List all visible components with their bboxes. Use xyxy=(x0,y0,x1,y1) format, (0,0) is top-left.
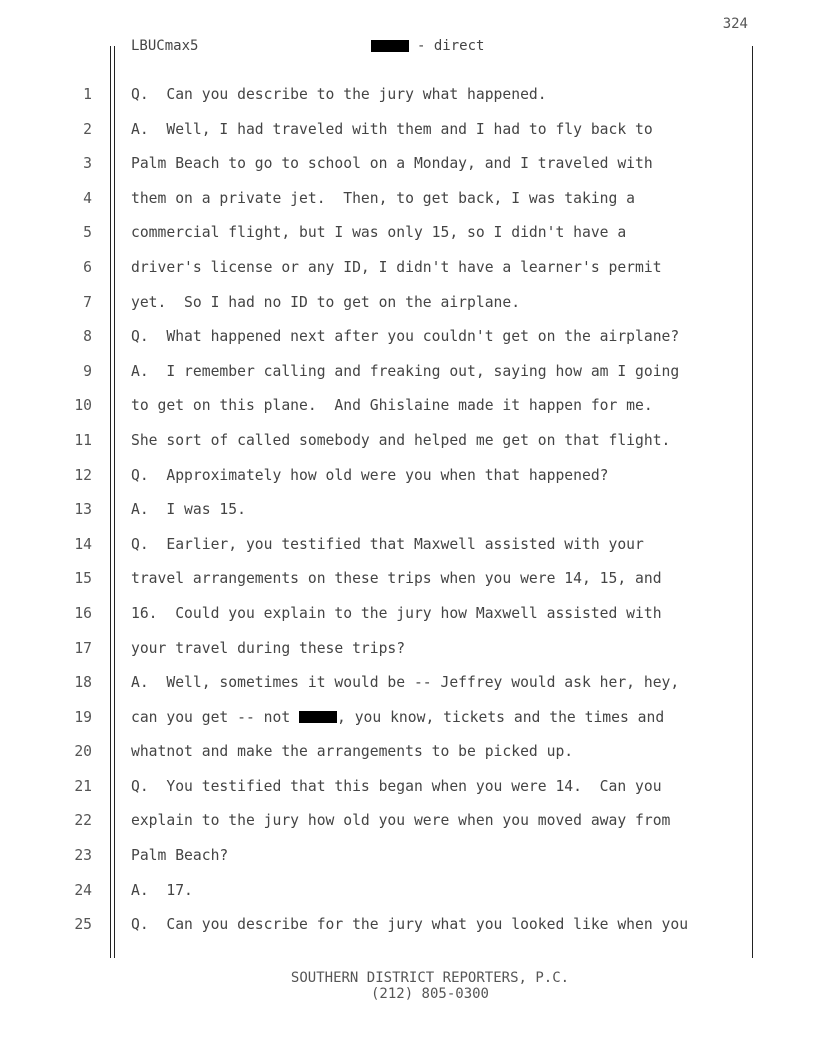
examination-type: - direct xyxy=(417,38,485,54)
line-number: 15 xyxy=(74,570,92,588)
page-number: 324 xyxy=(722,16,748,32)
transcript-body xyxy=(0,78,816,943)
line-number: 19 xyxy=(74,708,92,726)
line-number: 18 xyxy=(74,674,92,692)
transcript-line xyxy=(0,320,816,355)
line-text: them on a private jet. Then, to get back, I was taking a xyxy=(131,189,636,207)
line-number: 3 xyxy=(83,155,92,173)
transcript-line xyxy=(0,424,816,459)
line-number: 7 xyxy=(83,293,92,311)
redaction-bar xyxy=(371,40,409,52)
line-text: Q. Approximately how old were you when that happened? xyxy=(131,466,609,484)
line-number: 2 xyxy=(83,120,92,138)
line-number: 14 xyxy=(74,535,92,553)
transcript-line xyxy=(0,562,816,597)
line-number: 11 xyxy=(74,431,92,449)
line-number: 22 xyxy=(74,812,92,830)
line-number: 24 xyxy=(74,881,92,899)
line-text: travel arrangements on these trips when you were 14, 15, and xyxy=(131,570,662,588)
line-text: Palm Beach? xyxy=(131,847,229,865)
line-text: A. I remember calling and freaking out, saying how am I going xyxy=(131,362,680,380)
line-number: 23 xyxy=(74,847,92,865)
witness-header xyxy=(371,38,484,54)
line-text: whatnot and make the arrangements to be picked up. xyxy=(131,743,574,761)
transcript-line xyxy=(0,147,816,182)
line-number: 10 xyxy=(74,397,92,415)
redaction-bar xyxy=(299,711,337,723)
line-text: Palm Beach to go to school on a Monday, and I traveled with xyxy=(131,155,653,173)
reporter-phone: (212) 805-0300 xyxy=(370,986,489,1002)
transcript-line xyxy=(0,770,816,805)
transcript-line xyxy=(0,528,816,563)
line-text: 16. Could you explain to the jury how Maxwell assisted with xyxy=(131,604,662,622)
transcript-line xyxy=(0,701,816,736)
line-number: 13 xyxy=(74,501,92,519)
transcript-line xyxy=(0,286,816,321)
reporter-footer xyxy=(0,970,816,1002)
transcript-line xyxy=(0,216,816,251)
transcript-line xyxy=(0,78,816,113)
line-number: 6 xyxy=(83,258,92,276)
line-text: A. Well, sometimes it would be -- Jeffrey would ask her, hey, xyxy=(131,674,680,692)
line-number: 1 xyxy=(83,86,92,103)
line-text: commercial flight, but I was only 15, so I didn't have a xyxy=(131,224,627,242)
transcript-line xyxy=(0,804,816,839)
line-number: 8 xyxy=(83,328,92,346)
line-number: 17 xyxy=(74,639,92,657)
transcript-line xyxy=(0,355,816,390)
line-number: 25 xyxy=(74,916,92,934)
line-text: Q. You testified that this began when you were 14. Can you xyxy=(131,777,662,795)
line-text: A. I was 15. xyxy=(131,501,246,519)
transcript-line xyxy=(0,632,816,667)
line-text: to get on this plane. And Ghislaine made it happen for me. xyxy=(131,397,653,415)
transcript-line xyxy=(0,666,816,701)
line-number: 12 xyxy=(74,466,92,484)
line-text: your travel during these trips? xyxy=(131,639,406,657)
line-number: 20 xyxy=(74,743,92,761)
line-text-redacted xyxy=(131,701,664,736)
line-text: Q. Earlier, you testified that Maxwell assisted with your xyxy=(131,535,644,553)
transcript-line xyxy=(0,389,816,424)
line-text: A. Well, I had traveled with them and I had to fly back to xyxy=(131,120,653,138)
transcript-line xyxy=(0,182,816,217)
line-text-after-redaction: , you know, tickets and the times and xyxy=(337,708,665,726)
line-text: driver's license or any ID, I didn't have a learner's permit xyxy=(131,258,662,276)
line-text: Q. Can you describe to the jury what happened. xyxy=(131,86,547,103)
transcript-line xyxy=(0,251,816,286)
transcript-line xyxy=(0,459,816,494)
transcript-line xyxy=(0,113,816,148)
line-text: She sort of called somebody and helped me get on that flight. xyxy=(131,431,671,449)
line-number: 21 xyxy=(74,777,92,795)
line-number: 4 xyxy=(83,189,92,207)
transcript-line xyxy=(0,908,816,943)
line-text: A. 17. xyxy=(131,881,193,899)
transcript-line xyxy=(0,493,816,528)
line-text: yet. So I had no ID to get on the airplane. xyxy=(131,293,521,311)
line-text: explain to the jury how old you were when you moved away from xyxy=(131,812,671,830)
line-number: 5 xyxy=(83,224,92,242)
transcript-line xyxy=(0,597,816,632)
line-text: Q. What happened next after you couldn't get on the airplane? xyxy=(131,328,680,346)
case-caption: LBUCmax5 xyxy=(131,38,199,54)
reporter-name: SOUTHERN DISTRICT REPORTERS, P.C. xyxy=(290,970,570,986)
transcript-line xyxy=(0,874,816,909)
line-text: Q. Can you describe for the jury what you looked like when you xyxy=(131,916,689,934)
line-number: 16 xyxy=(74,604,92,622)
line-text-before-redaction: can you get -- not xyxy=(131,708,300,726)
transcript-line xyxy=(0,839,816,874)
line-number: 9 xyxy=(83,362,92,380)
transcript-line xyxy=(0,735,816,770)
